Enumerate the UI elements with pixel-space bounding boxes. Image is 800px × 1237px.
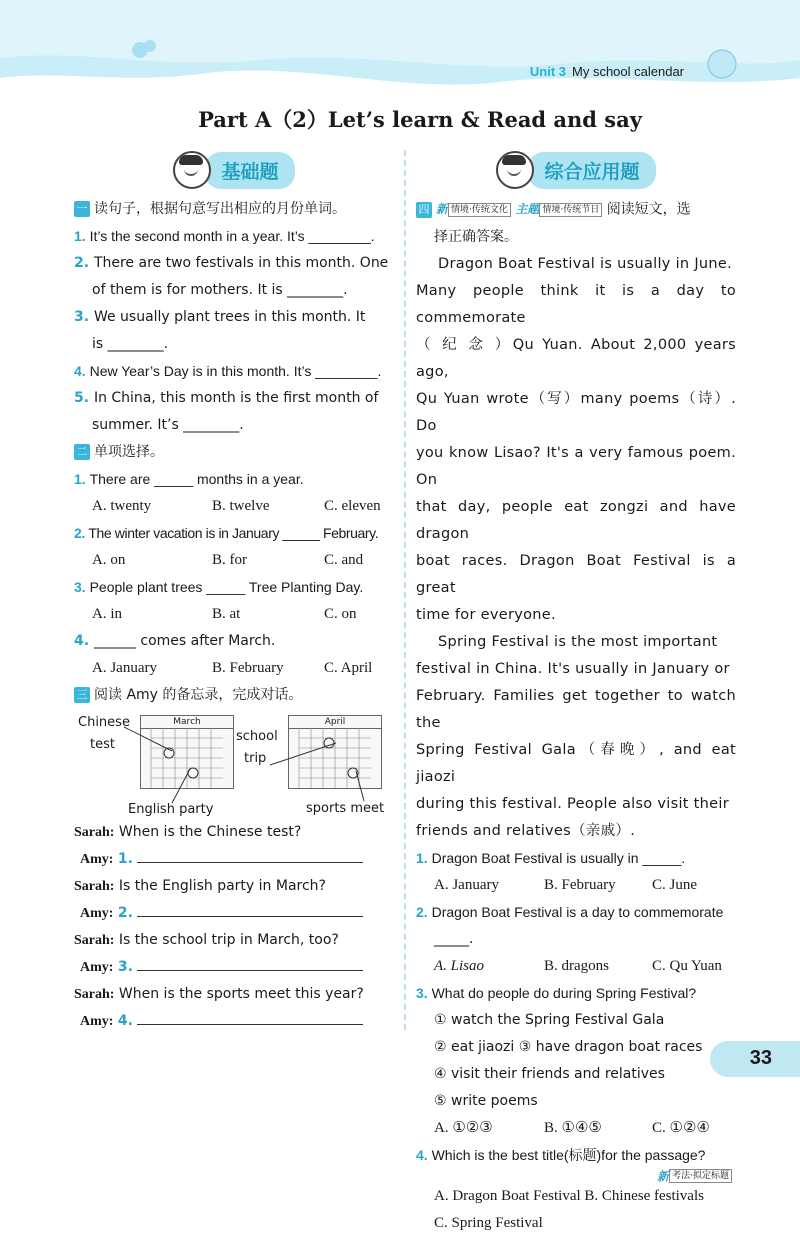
options: A. January B. February C. June [434, 876, 697, 893]
label-trip: trip [244, 751, 267, 766]
options: A. January B. February C. April [92, 660, 373, 676]
question: 3. People plant trees _____ Tree Planting Day. [74, 579, 364, 595]
label-sports-meet: sports meet [306, 801, 385, 816]
passage-line: during this festival. People also visit their [416, 795, 729, 812]
section-1-title [74, 196, 394, 223]
calendar-title: March [141, 716, 233, 729]
question-tag: 新 考法·拟定标题 [416, 1169, 736, 1184]
dialogue-line: Sarah: Is the school trip in March, too? [74, 932, 339, 948]
page-number: 33 [749, 1047, 772, 1069]
comprehensive-badge [416, 150, 736, 190]
question: 4. Which is the best title(标题)for the passage? [416, 1146, 706, 1163]
question-cont: of them is for mothers. It is ________. [92, 282, 348, 298]
question: 3. We usually plant trees in this month. It [74, 309, 366, 325]
basic-badge [74, 150, 394, 190]
question: 4. New Year’s Day is in this month. It’s ________. [74, 363, 382, 379]
question-cont: _____. [434, 930, 474, 947]
section-4-title: 四 新 情境·传统文化 主题 情境·传统节日 阅读短文，选 [416, 196, 736, 224]
section-2-title: 二 单项选择。 [74, 439, 394, 466]
dialogue-line: Sarah: When is the Chinese test? [74, 824, 302, 840]
right-column [416, 150, 736, 1237]
options: A. ①②③ B. ①④⑤ C. ①②④ [434, 1119, 710, 1136]
passage-line: Dragon Boat Festival is usually in June. [438, 255, 732, 272]
label-test: test [90, 737, 115, 752]
passage-line: Many people think it is a day to commemorate [416, 282, 736, 326]
question: 1. There are _____ months in a year. [74, 471, 304, 487]
calendar-title: April [289, 716, 381, 729]
tag-label: 情境·传统文化 [448, 203, 511, 217]
page-number-tab [710, 1041, 800, 1077]
label-english-party: English party [128, 802, 214, 817]
label-chinese: Chinese [78, 715, 130, 730]
reading-passage [416, 251, 736, 845]
section-title: 读句子，根据句意写出相应的月份单词。 [94, 201, 346, 217]
question-cont: summer. It’s ________. [92, 417, 244, 433]
passage-line: that day, people eat zongzi and have dragon [416, 498, 736, 542]
badge-label: 综合应用题 [528, 152, 655, 189]
answer-blank[interactable] [137, 902, 363, 917]
dialogue-line: Sarah: When is the sports meet this year? [74, 986, 364, 1002]
tag-label: 情境·传统节日 [539, 203, 602, 217]
section-number: 一 [74, 201, 90, 217]
passage-line: friends and relatives（亲戚）. [416, 822, 636, 839]
left-column [74, 150, 394, 1035]
page-title: Part A（2）Let’s learn & Read and say [198, 107, 642, 132]
passage-line: （ 纪 念 ）Qu Yuan. About 2,000 years ago, [416, 336, 736, 380]
section-3-title: 三 阅读 Amy 的备忘录，完成对话。 [74, 682, 394, 709]
options: A. twenty B. twelve C. eleven [92, 498, 381, 514]
dialogue-answer: Amy: 1. [74, 846, 394, 873]
options: A. on B. for C. and [92, 552, 364, 568]
dialogue [74, 819, 394, 1035]
question: 2. There are two festivals in this month. One [74, 255, 389, 271]
dialogue-answer: Amy: 3. [74, 954, 394, 981]
question: 5. In China, this month is the first month of [74, 390, 379, 406]
choice: ④ visit their friends and relatives [434, 1065, 665, 1082]
choice: ⑤ write poems [434, 1092, 538, 1109]
passage-line: boat races. Dragon Boat Festival is a great [416, 552, 736, 596]
cartoon-face-icon [496, 151, 534, 189]
question: 1. Dragon Boat Festival is usually in _____. [416, 849, 686, 866]
cartoon-face-icon [173, 151, 211, 189]
options: A. Lisao B. dragons C. Qu Yuan [434, 957, 722, 974]
unit-number: Unit 3 [529, 64, 566, 79]
answer-blank[interactable] [137, 956, 363, 971]
memo-calendars [74, 709, 394, 819]
unit-title: My school calendar [572, 64, 684, 79]
choice: ① watch the Spring Festival Gala [434, 1011, 665, 1028]
dialogue-answer: Amy: 2. [74, 900, 394, 927]
choice: ② eat jiaozi ③ have dragon boat races [434, 1038, 703, 1055]
column-divider [404, 150, 406, 1030]
question: 2. The winter vacation is in January _____ February. [74, 525, 379, 541]
passage-line: festival in China. It's usually in January or [416, 660, 730, 677]
passage-line: Qu Yuan wrote（写）many poems（诗）. Do [416, 390, 736, 434]
dialogue-line: Sarah: Is the English party in March? [74, 878, 326, 894]
passage-line: February. Families get together to watch the [416, 687, 736, 731]
passage-line: Spring Festival Gala（春晚）, and eat jiaozi [416, 741, 736, 785]
question-cont: is ________. [92, 336, 169, 352]
section-4-title-cont: 择正确答案。 [434, 228, 518, 245]
header-banner [0, 0, 800, 100]
question: 1. It’s the second month in a year. It’s ________. [74, 228, 375, 244]
label-school: school [236, 729, 278, 744]
badge-label: 基础题 [205, 152, 294, 189]
unit-header [530, 64, 684, 79]
question: 4. ______ comes after March. [74, 633, 276, 649]
options: A. in B. at C. on [92, 606, 357, 622]
passage-line: Spring Festival is the most important [438, 633, 718, 650]
answer-blank[interactable] [137, 848, 363, 863]
passage-line: you know Lisao? It's a very famous poem. On [416, 444, 736, 488]
options: A. Dragon Boat Festival B. Chinese festivals [434, 1188, 704, 1204]
question: 3. What do people do during Spring Festival? [416, 984, 697, 1001]
options: C. Spring Festival [434, 1215, 543, 1231]
passage-line: time for everyone. [416, 606, 556, 623]
question: 2. Dragon Boat Festival is a day to commemorate [416, 903, 724, 920]
dialogue-answer: Amy: 4. [74, 1008, 394, 1035]
answer-blank[interactable] [137, 1010, 363, 1025]
